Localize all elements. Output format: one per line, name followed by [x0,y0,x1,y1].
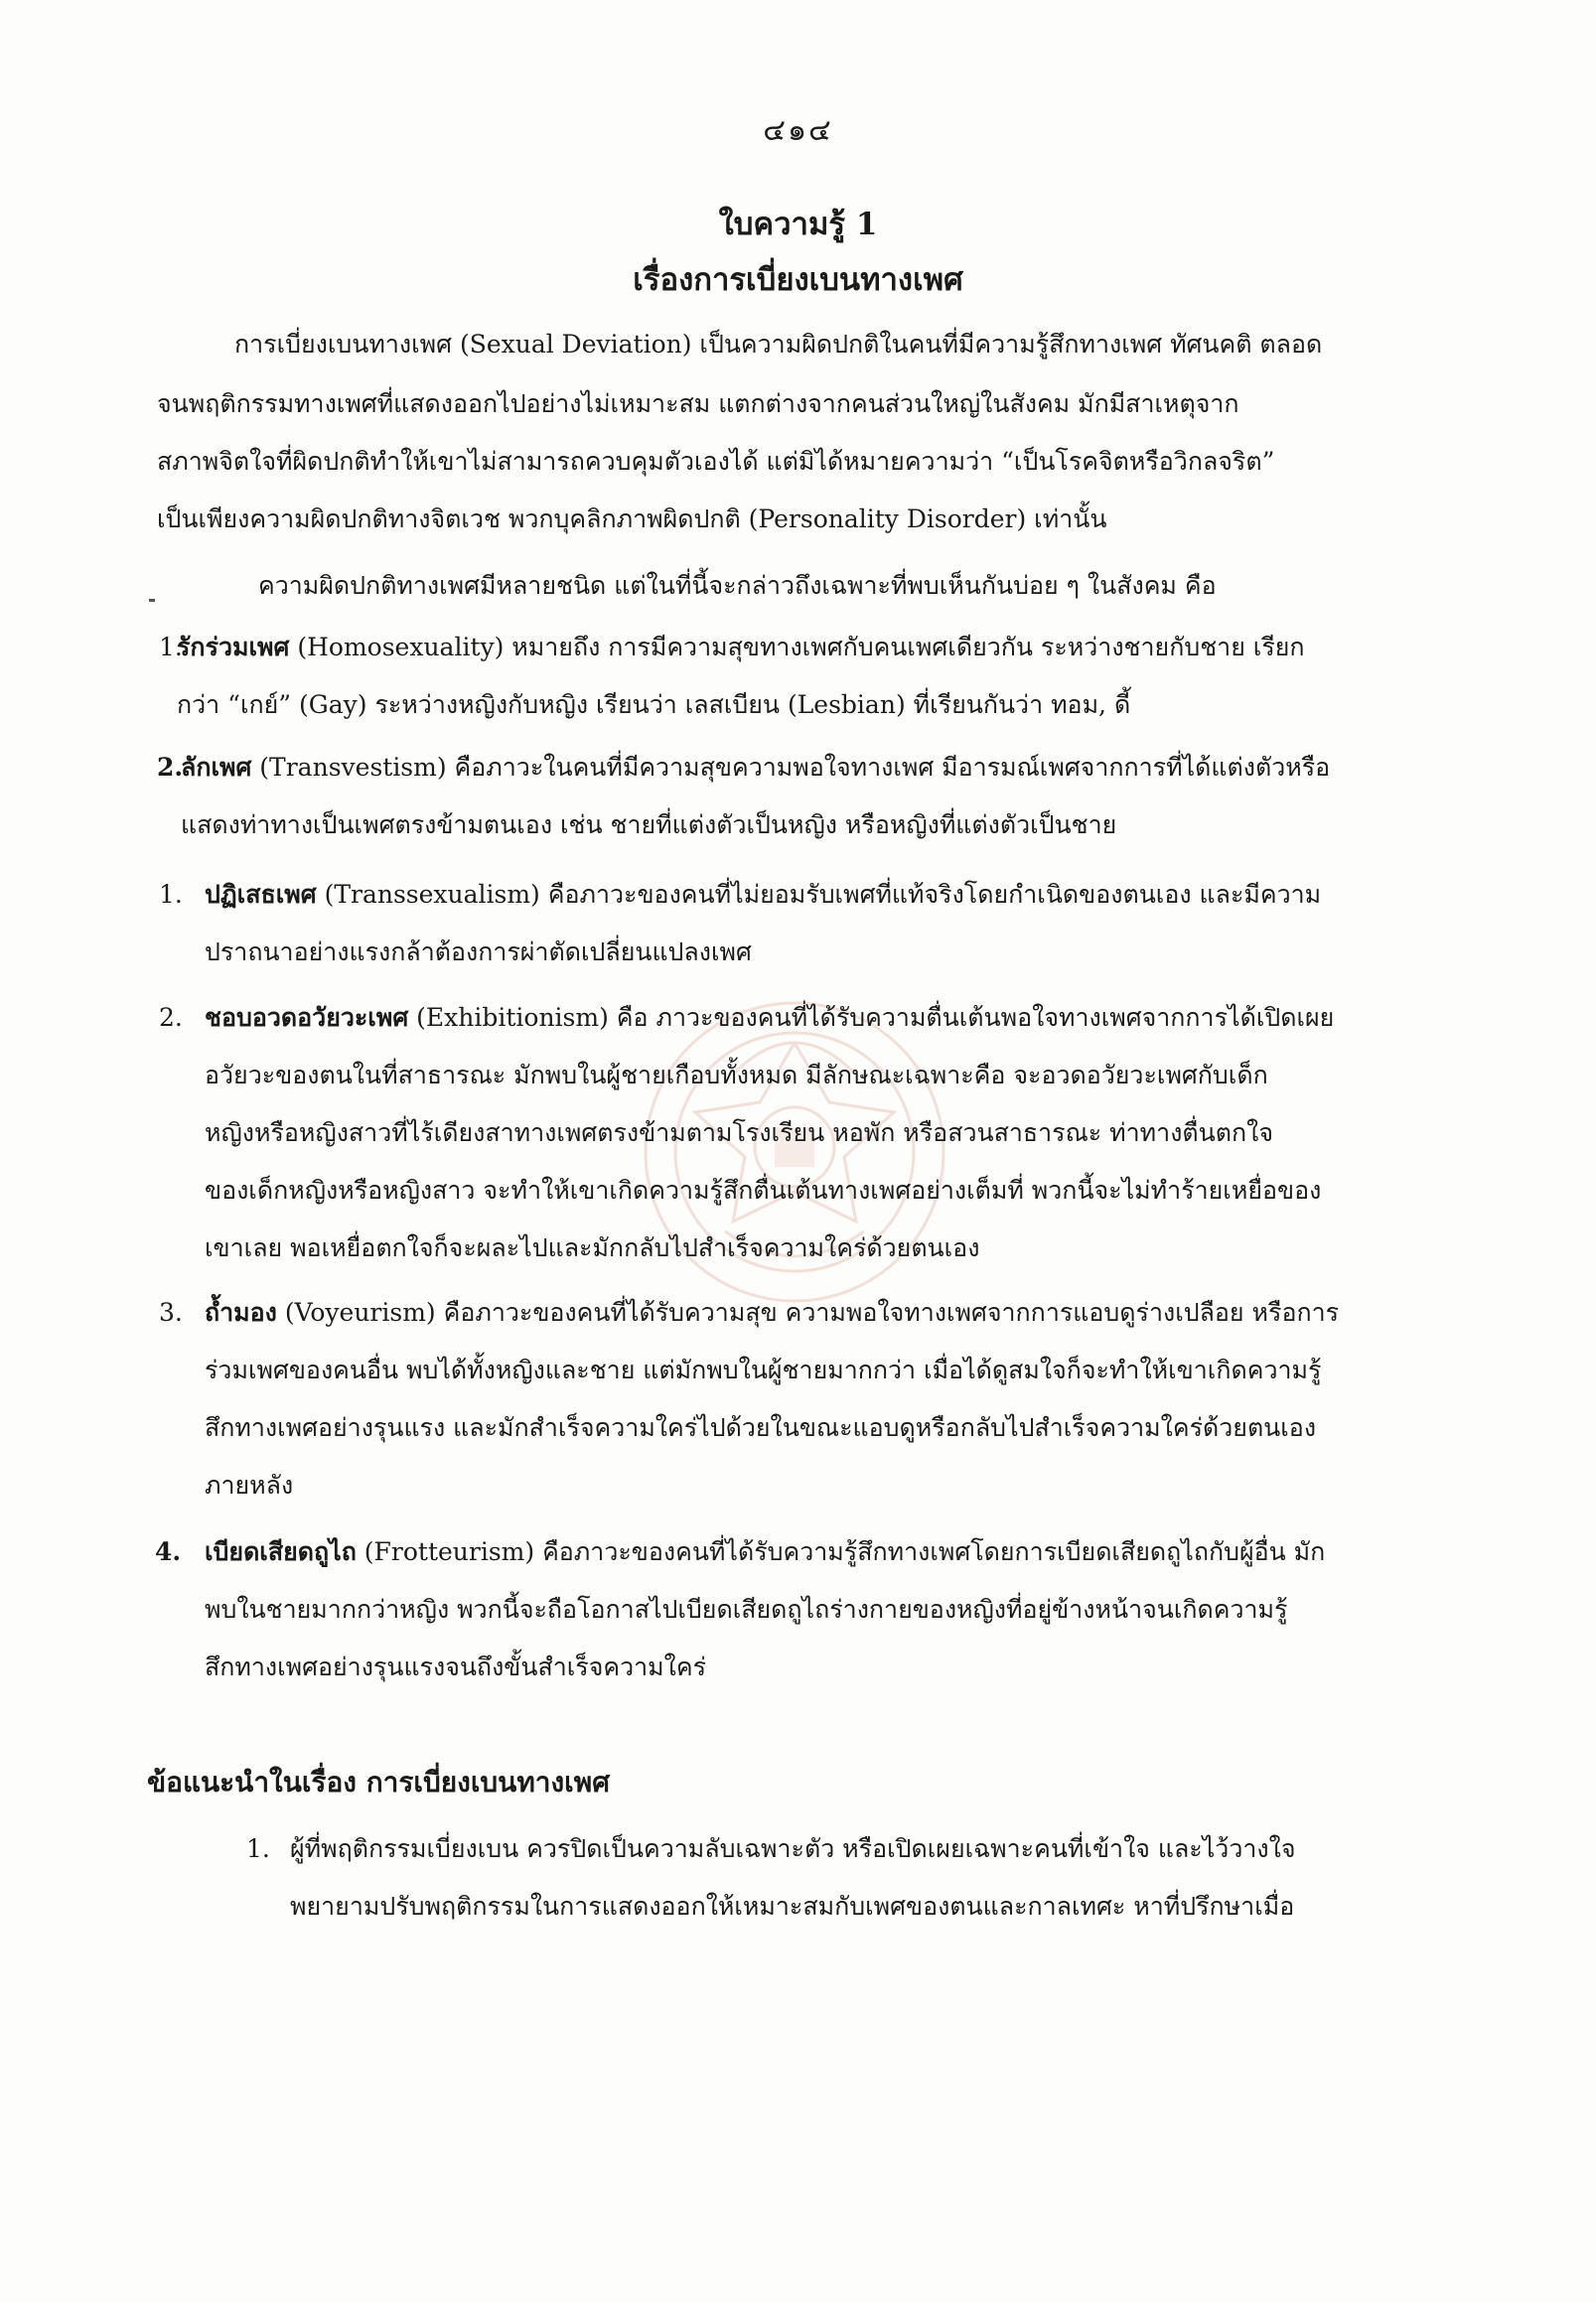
item-text: (Transsexualism) คือภาวะของคนที่ไม่ยอมรับเพศที่แท้จริงโดยกำเนิดของตนเอง และมีความ [316,880,1322,909]
advice-heading: ข้อแนะนำในเรื่อง การเบี่ยงเบนทางเพศ [147,1766,610,1799]
intro-line-4: เป็นเพียงความผิดปกติทางจิตเวช พวกบุคลิกภาพผิดปกติ (Personality Disorder) เท่านั้น [157,504,1107,533]
list-item-line [205,878,1321,912]
list-item-line: ภายหลัง [205,1471,294,1500]
list-item-line [205,1296,1339,1330]
item-text: (Frotteurism) คือภาวะของคนที่ได้รับความรู้สึกทางเพศโดยการเบียดเสียดถูไถกับผู้อื่น มัก [356,1537,1326,1566]
intro-line-5: ความผิดปกติทางเพศมีหลายชนิด แต่ในที่นี้จะกล่าวถึงเฉพาะที่พบเห็นกันบ่อย ๆ ในสังคม คือ [258,571,1217,600]
item-number: 2. [159,1003,183,1032]
intro-line-3: สภาพจิตใจที่ผิดปกติทำให้เขาไม่สามารถควบคุมตัวเองได้ แต่มิได้หมายความว่า “เป็นโรคจิตหรือวิกลจริต” [157,447,1275,476]
list-item-line: สึกทางเพศอย่างรุนแรง และมักสำเร็จความใคร่ไปด้วยในขณะแอบดูหรือกลับไปสำเร็จความใคร่ด้วยตนเอง [205,1413,1317,1442]
item-number: 2. [157,753,184,782]
item-text: (Homosexuality) หมายถึง การมีความสุขทางเพศกับคนเพศเดียวกัน ระหว่างชายกับชาย เรียก [289,633,1305,661]
item-text: (Exhibitionism) คือ ภาวะของคนที่ได้รับความตื่นเต้นพอใจทางเพศจากการได้เปิดเผย [408,1003,1335,1032]
stray-mark [149,599,155,602]
advice-line: ผู้ที่พฤติกรรมเบี่ยงเบน ควรปิดเป็นความลับเฉพาะตัว หรือเปิดเผยเฉพาะคนที่เข้าใจ และไว้วางใจ [290,1834,1296,1863]
intro-line-1: การเบี่ยงเบนทางเพศ (Sexual Deviation) เป็นความผิดปกติในคนที่มีความรู้สึกทางเพศ ทัศนคติ ตลอด [234,330,1323,359]
list-item-line: สึกทางเพศอย่างรุนแรงจนถึงขั้นสำเร็จความใคร่ [205,1653,707,1681]
item-term: ถ้ำมอง [205,1298,277,1327]
item-term: รักร่วมเพศ [177,633,290,661]
item-term: เบียดเสียดถูไถ [205,1537,357,1566]
list-item-line: หญิงหรือหญิงสาวที่ไร้เดียงสาทางเพศตรงข้ามตามโรงเรียน หอพัก หรือสวนสาธารณะ ท่าทางตื่นตกใจ [205,1118,1273,1147]
list-item-line: ร่วมเพศของคนอื่น พบได้ทั้งหญิงและชาย แต่มักพบในผู้ชายมากกว่า เมื่อได้ดูสมใจก็จะทำให้เขาเกิดความรู้ [205,1356,1322,1384]
list-item-line: อวัยวะของตนในที่สาธารณะ มักพบในผู้ชายเกือบทั้งหมด มีลักษณะเฉพาะคือ จะอวดอวัยวะเพศกับเด็ก [205,1061,1268,1089]
list-item-line: เขาเลย พอเหยื่อตกใจก็จะผละไปและมักกลับไปสำเร็จความใคร่ด้วยตนเอง [205,1233,980,1262]
list-item-line: พบในชายมากกว่าหญิง พวกนี้จะถือโอกาสไปเบียดเสียดถูไถร่างกายของหญิงที่อยู่ข้างหน้าจนเกิดความรู้ [205,1595,1288,1624]
item-term: ลักเพศ [181,753,252,782]
list-item-line: ปราถนาอย่างแรงกล้าต้องการผ่าตัดเปลี่ยนแปลงเพศ [205,937,752,966]
item-text: (Voyeurism) คือภาวะของคนที่ได้รับความสุข ความพอใจทางเพศจากการแอบดูร่างเปลือย หรือการ [276,1298,1340,1327]
intro-line-2: จนพฤติกรรมทางเพศที่แสดงออกไปอย่างไม่เหมาะสม แตกต่างจากคนส่วนใหญ่ในสังคม มักมีสาเหตุจาก [157,389,1239,418]
list-item-line: กว่า “เกย์” (Gay) ระหว่างหญิงกับหญิง เรียนว่า เลสเบียน (Lesbian) ที่เรียนกันว่า ทอม, ดี้ [177,690,1131,719]
list-item-line [181,751,1330,785]
list-item-line [205,1001,1334,1035]
page-title: ใบความรู้ 1 [718,207,878,242]
page-number: ๔๑๔ [763,113,833,148]
item-number: 3. [159,1298,183,1327]
item-number: 1. [159,880,183,909]
list-item-line: แสดงท่าทางเป็นเพศตรงข้ามตนเอง เช่น ชายที่แต่งตัวเป็นหญิง หรือหญิงที่แต่งตัวเป็นชาย [181,810,1117,839]
item-number: 1. [159,633,183,661]
page-subtitle: เรื่องการเบี่ยงเบนทางเพศ [633,262,963,298]
item-term: ชอบอวดอวัยวะเพศ [205,1003,409,1032]
list-item-line: ของเด็กหญิงหรือหญิงสาว จะทำให้เขาเกิดความรู้สึกตื่นเต้นทางเพศอย่างเต็มที่ พวกนี้จะไม่ทำร้ายเหยื่อของ [205,1176,1322,1205]
item-term: ปฏิเสธเพศ [205,880,317,909]
list-item-line [205,1535,1325,1569]
item-text: (Transvestism) คือภาวะในคนที่มีความสุขความพอใจทางเพศ มีอารมณ์เพศจากการที่ได้แต่งตัวหรือ [251,753,1331,782]
item-number: 4. [155,1537,182,1566]
list-item-line [177,631,1305,664]
advice-number: 1. [246,1834,270,1863]
advice-line: พยายามปรับพฤติกรรมในการแสดงออกให้เหมาะสมกับเพศของตนและกาลเทศะ หาที่ปรึกษาเมื่อ [290,1892,1295,1921]
